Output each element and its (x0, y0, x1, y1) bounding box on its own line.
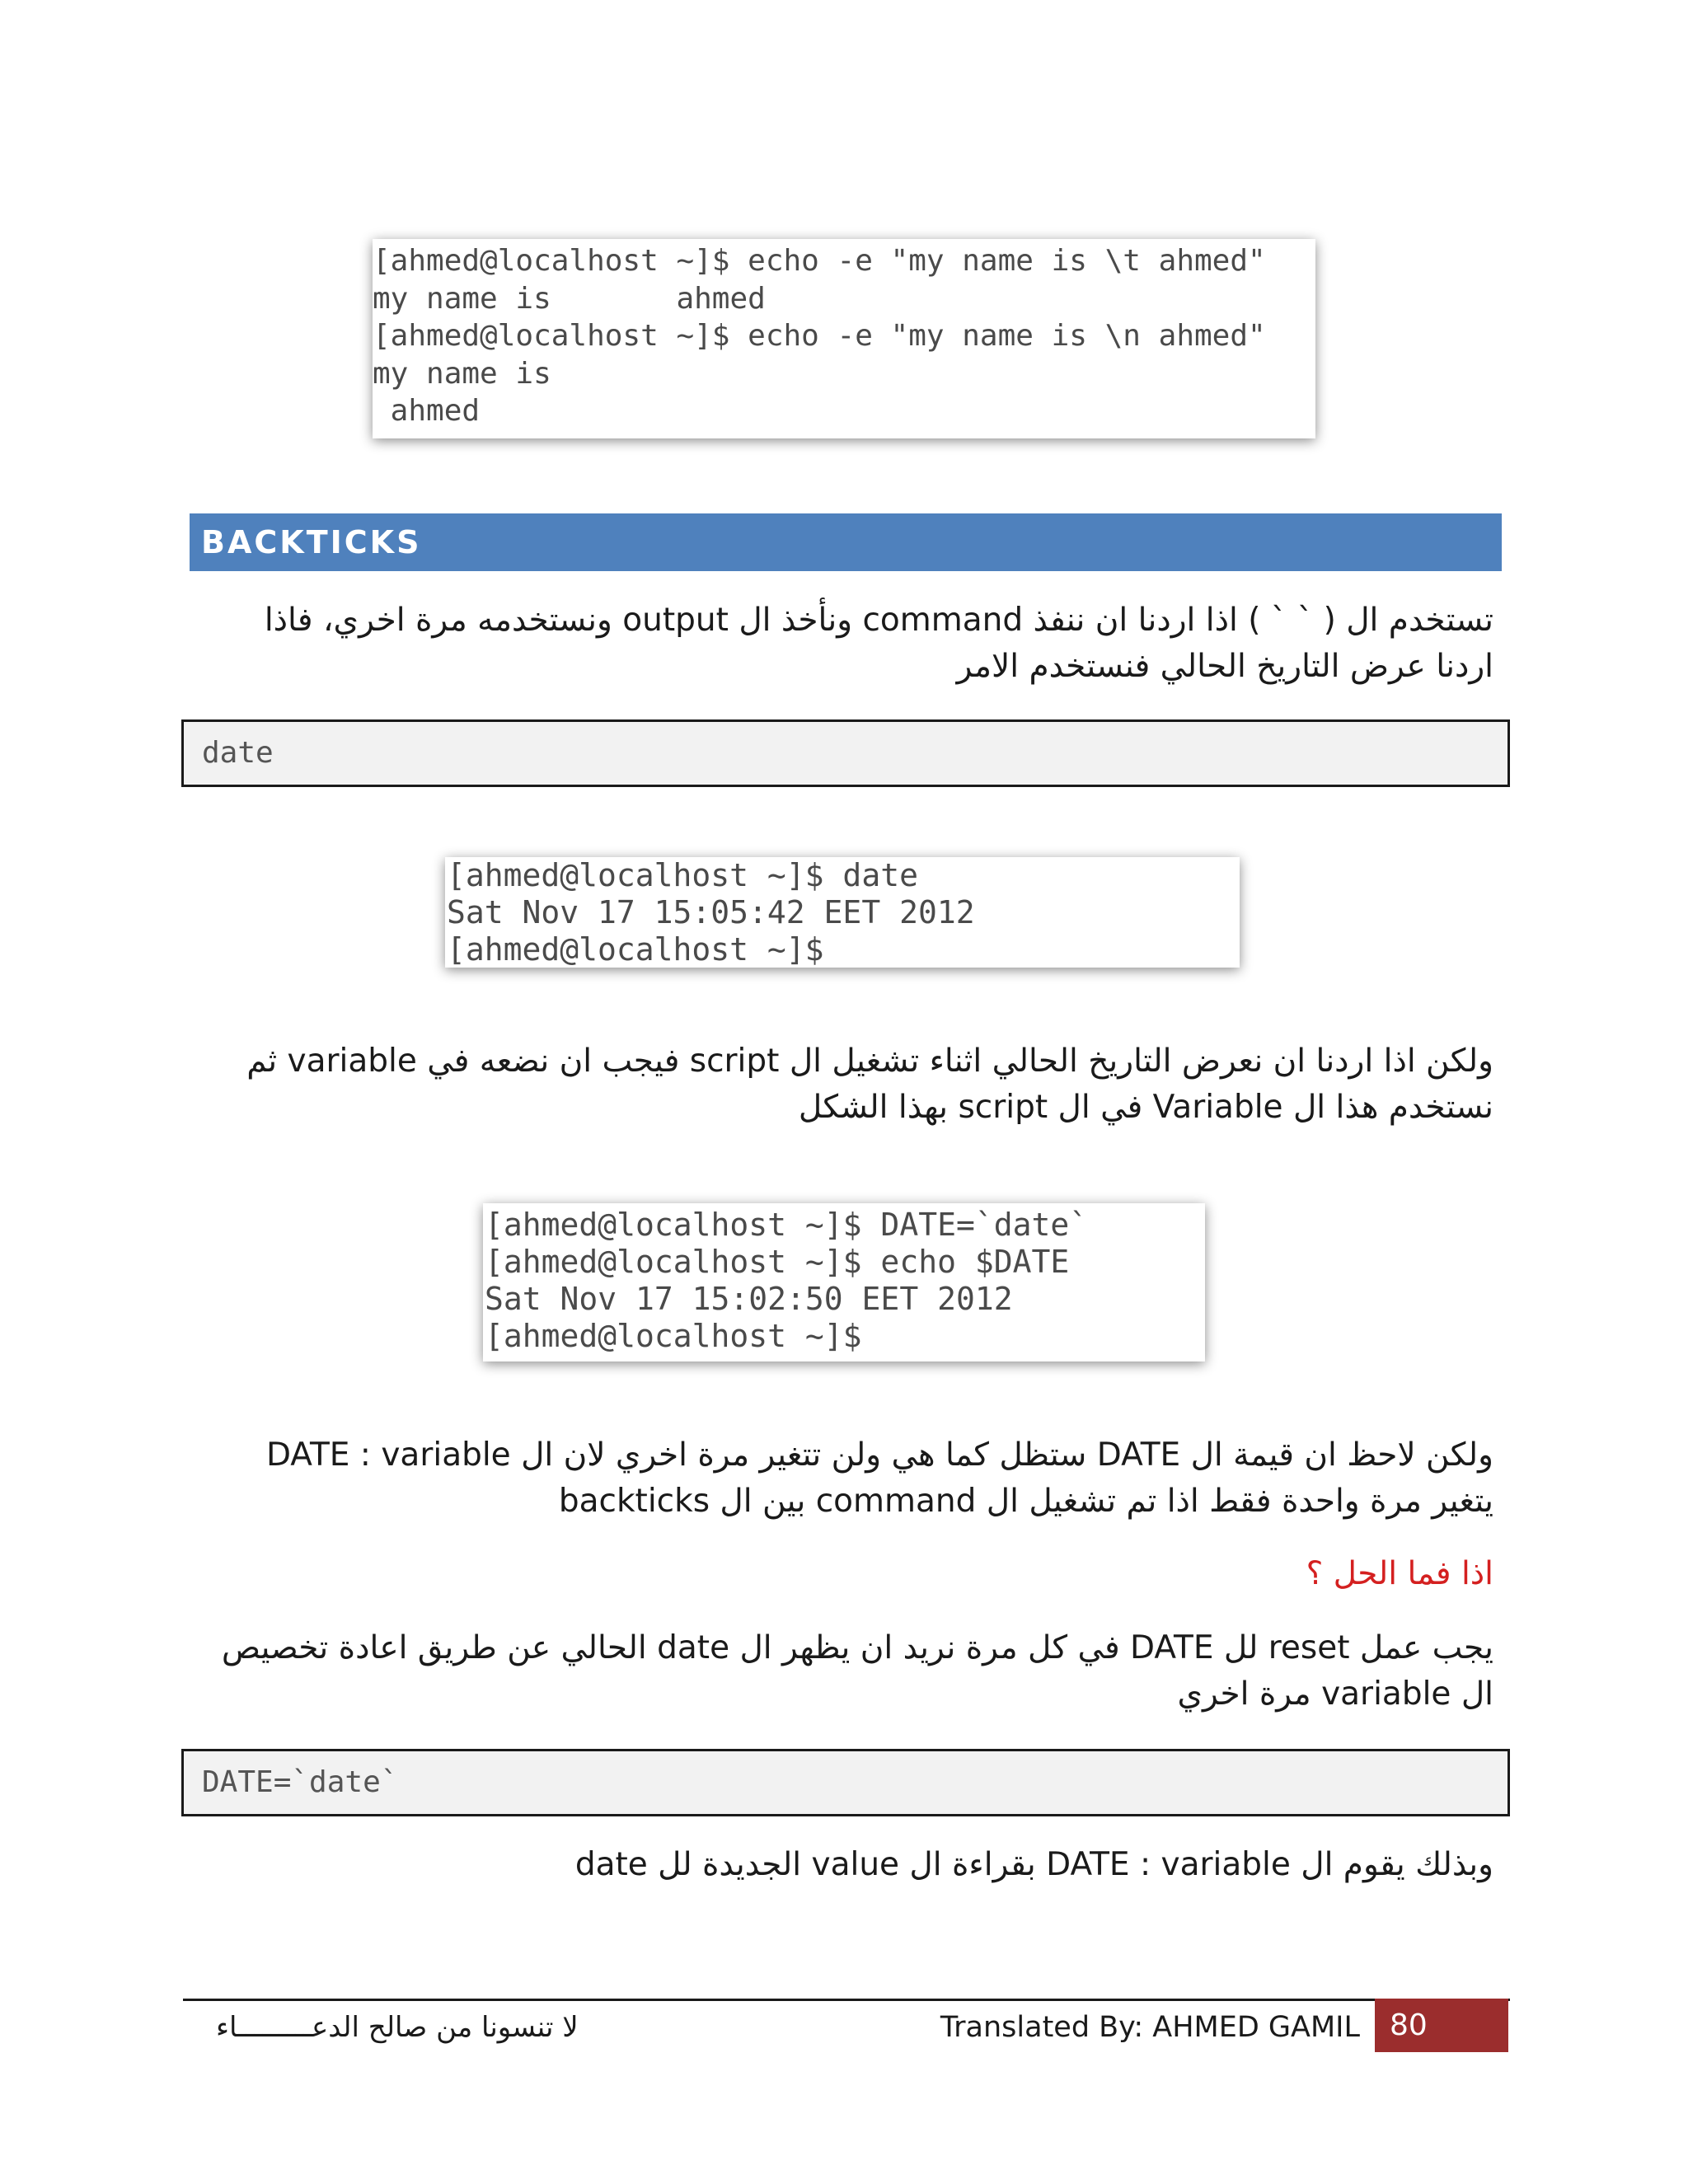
terminal-line: [ahmed@localhost ~]$ date (447, 857, 918, 893)
code-block-date-assignment: DATE=`date` (181, 1749, 1510, 1816)
terminal-line: [ahmed@localhost ~]$ echo $DATE (485, 1244, 1070, 1280)
paragraph-line: نستخدم هذا ال Variable في ال script بهذا الشكل (798, 1089, 1493, 1126)
terminal-line: [ahmed@localhost ~]$ echo -e "my name is \n ahmed" (373, 319, 1266, 353)
final-paragraph (198, 1842, 1493, 1888)
footer-translator-credit: Translated By: AHMED GAMIL (940, 2011, 1360, 2044)
terminal-line: my name is ahmed (373, 281, 766, 316)
terminal-line: my name is (373, 356, 551, 391)
paragraph-line: وبذلك يقوم ال DATE : variable بقراءة ال value الجديدة لل date (574, 1846, 1493, 1883)
section-heading-backticks: BACKTICKS (190, 513, 1502, 571)
paragraph-line: اردنا عرض التاريخ الحالي فنستخدم الامر (956, 648, 1493, 685)
terminal-line: ahmed (373, 394, 481, 428)
terminal-line: Sat Nov 17 15:05:42 EET 2012 (447, 894, 975, 930)
terminal-screenshot-variable (483, 1203, 1205, 1361)
page-number: 80 (1375, 1999, 1508, 2052)
question-text: اذا فما الحل ؟ (1306, 1555, 1493, 1592)
paragraph-line: ولكن لاحظ ان قيمة ال DATE ستظل كما هي ولن تتغير مرة اخري لان ال DATE : variable (265, 1436, 1493, 1474)
footer-dua: لا تنسونا من صالح الدعـــــــــاء (216, 2011, 579, 2044)
terminal-line: [ahmed@localhost ~]$ (485, 1318, 862, 1354)
terminal-line: Sat Nov 17 15:02:50 EET 2012 (485, 1281, 1013, 1317)
note-paragraph (198, 1432, 1493, 1525)
paragraph-line: تستخدم ال ( ` ` ) اذا اردنا ان ننفذ command ونأخذ ال output ونستخدمه مرة اخري، فاذا (264, 602, 1493, 639)
variable-paragraph (198, 1038, 1493, 1131)
terminal-line: [ahmed@localhost ~]$ DATE=`date` (485, 1207, 1089, 1243)
paragraph-line: يتغير مرة واحدة فقط اذا تم تشغيل ال command بين ال backticks (558, 1483, 1493, 1520)
paragraph-line: ولكن اذا اردنا ان نعرض التاريخ الحالي اثناء تشغيل ال script فيجب ان نضعه في variable ثم (246, 1043, 1493, 1080)
paragraph-line: يجب عمل reset لل DATE في كل مرة نريد ان يظهر ال date الحالي عن طريق اعادة تخصيص (221, 1629, 1493, 1666)
terminal-line: [ahmed@localhost ~]$ (447, 931, 824, 968)
terminal-screenshot-echo (373, 239, 1315, 438)
solution-paragraph (198, 1625, 1493, 1718)
question-heading (198, 1551, 1493, 1597)
terminal-line: [ahmed@localhost ~]$ echo -e "my name is \t ahmed" (373, 244, 1266, 278)
code-block-date: date (181, 719, 1510, 787)
intro-paragraph (198, 598, 1493, 690)
footer-divider (183, 1999, 1510, 2001)
terminal-screenshot-date (445, 857, 1240, 968)
paragraph-line: ال variable مرة اخري (1177, 1675, 1493, 1713)
